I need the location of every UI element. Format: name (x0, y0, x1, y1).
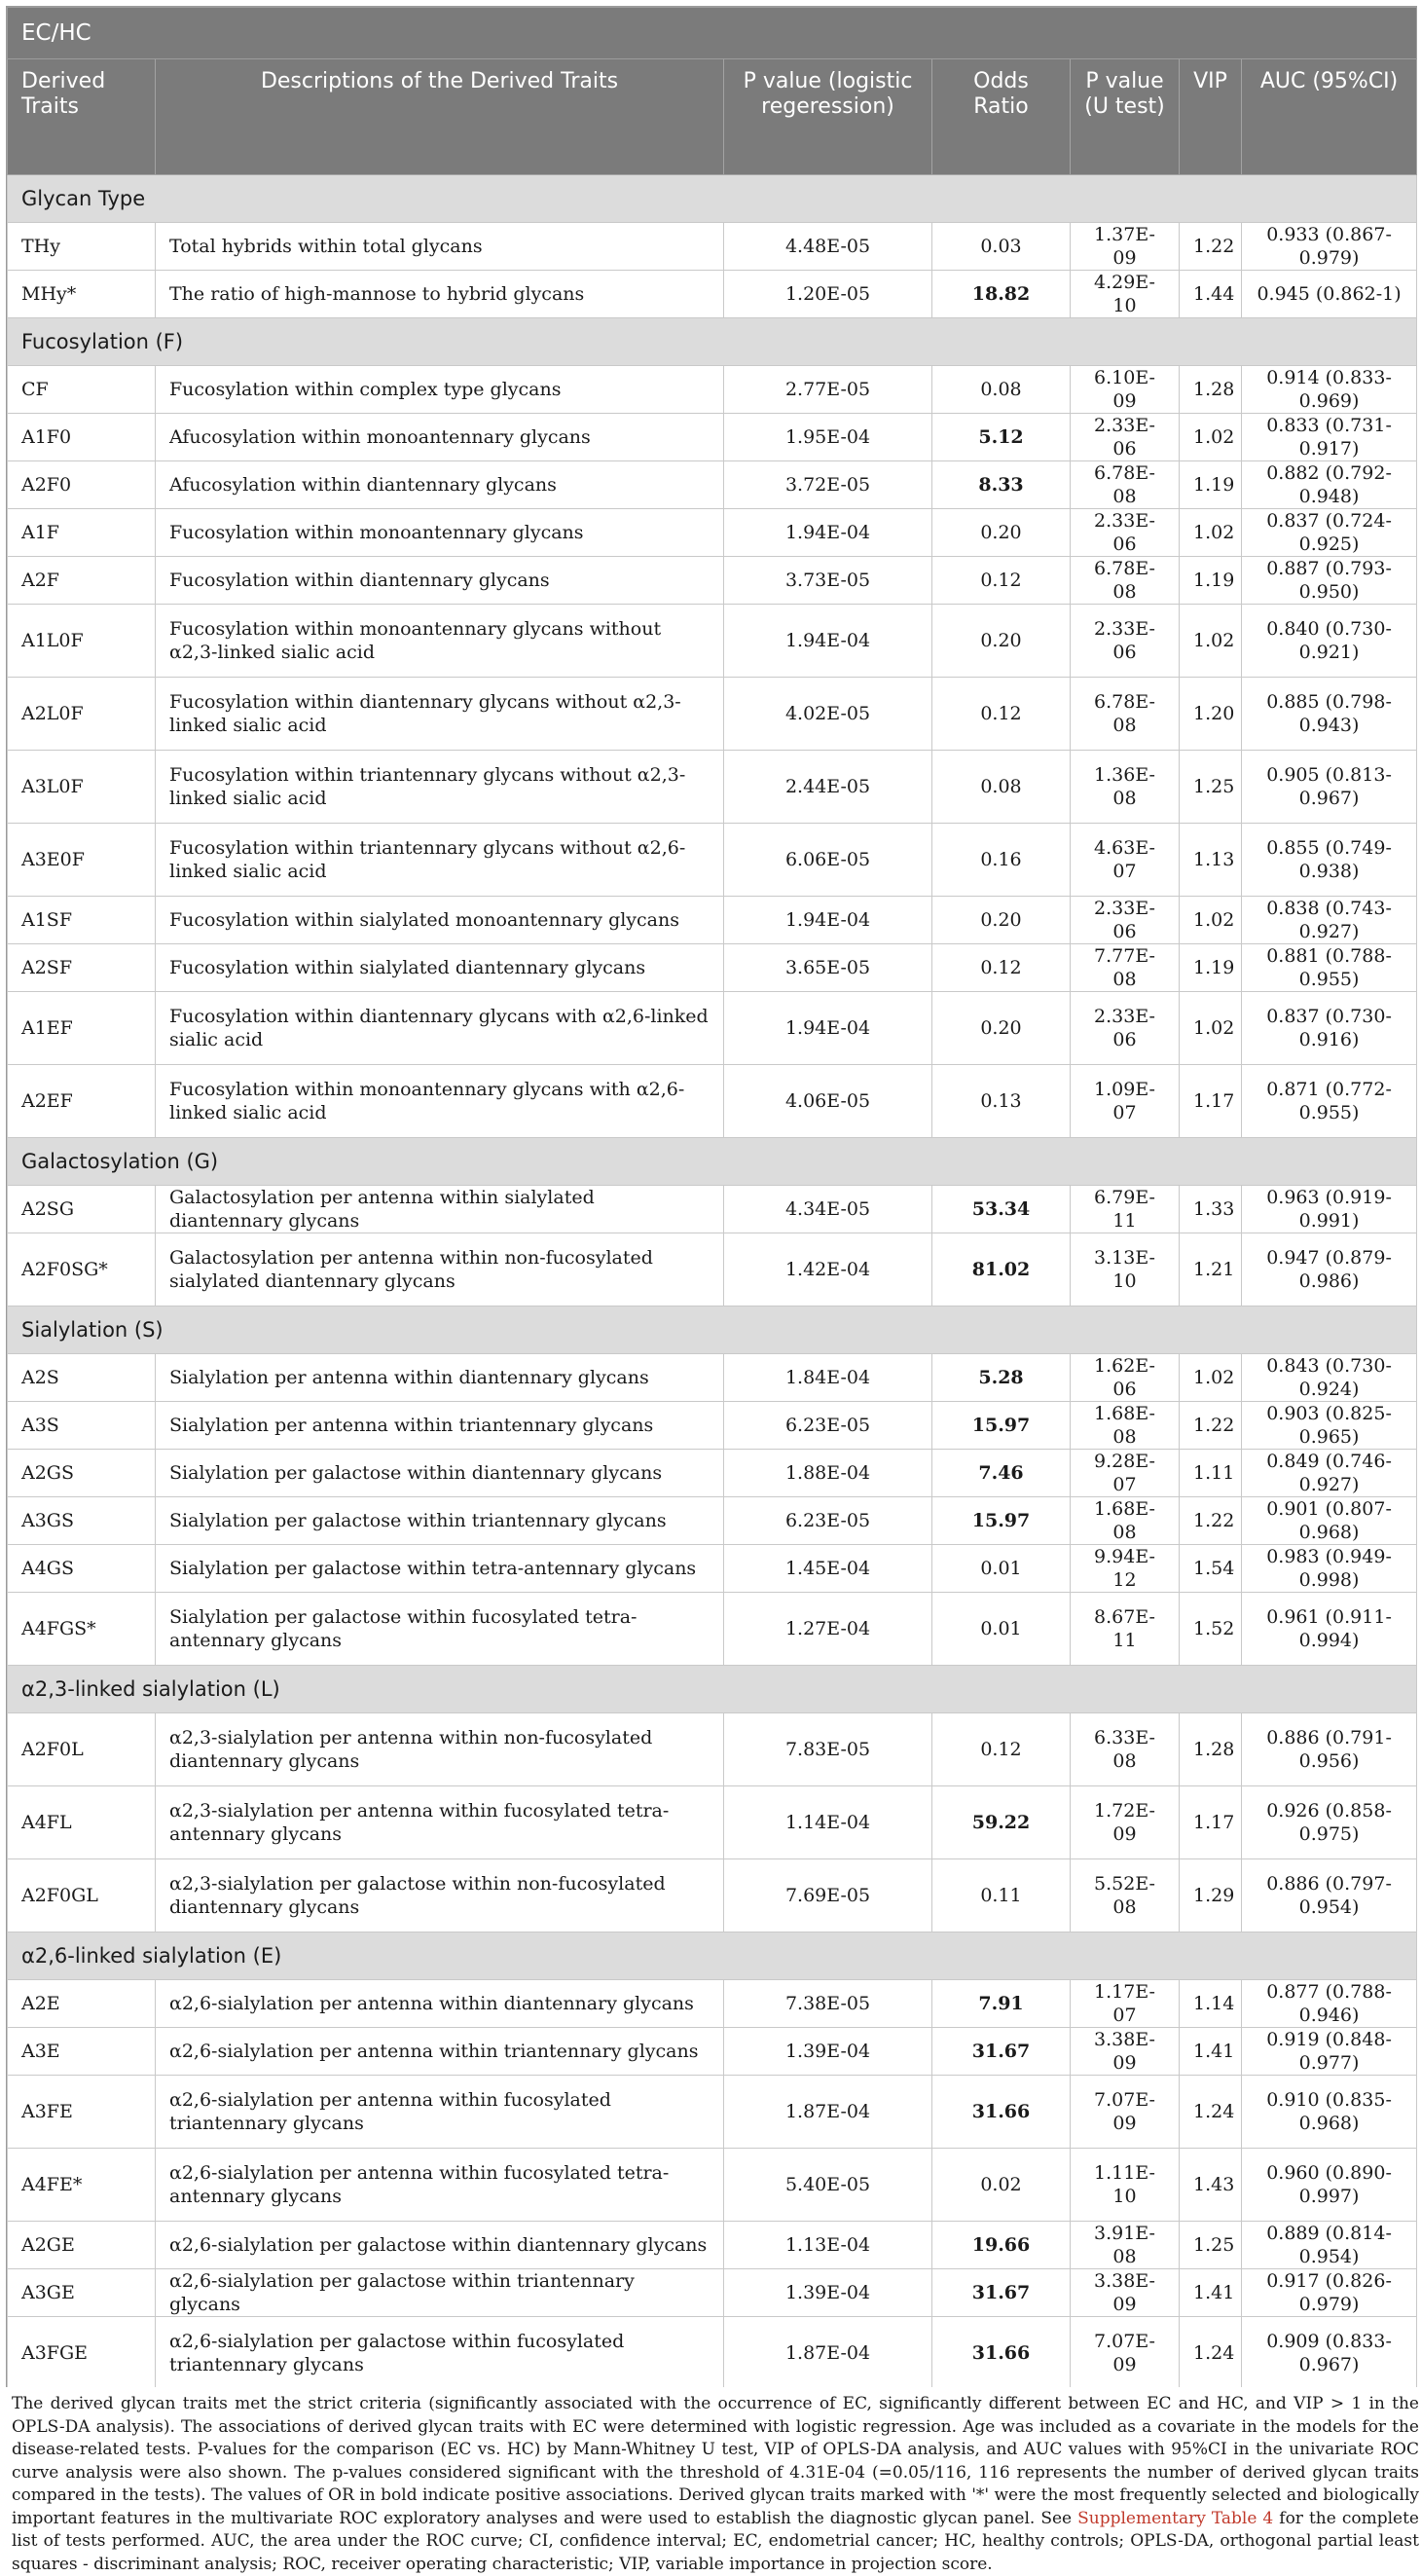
p-u-test-cell: 7.07E-09 (1071, 2076, 1180, 2149)
vip-cell: 1.43 (1180, 2149, 1242, 2222)
p-u-test-cell: 1.36E-08 (1071, 751, 1180, 824)
description-cell: Total hybrids within total glycans (156, 223, 724, 271)
p-logistic-cell: 3.73E-05 (724, 557, 932, 605)
p-logistic-cell: 1.45E-04 (724, 1545, 932, 1593)
auc-cell: 0.960 (0.890-0.997) (1242, 2149, 1417, 2222)
odds-ratio-cell: 0.12 (932, 557, 1071, 605)
vip-cell: 1.22 (1180, 223, 1242, 271)
p-u-test-cell: 6.78E-08 (1071, 461, 1180, 509)
section-header-row (8, 175, 1417, 223)
p-logistic-cell: 1.94E-04 (724, 605, 932, 678)
odds-ratio-cell: 19.66 (932, 2222, 1071, 2269)
table-row (8, 992, 1417, 1065)
auc-cell: 0.910 (0.835-0.968) (1242, 2076, 1417, 2149)
p-u-test-cell: 1.68E-08 (1071, 1402, 1180, 1450)
auc-cell: 0.877 (0.788-0.946) (1242, 1980, 1417, 2028)
p-logistic-cell: 1.39E-04 (724, 2269, 932, 2317)
table-body (8, 175, 1417, 2390)
auc-cell: 0.945 (0.862-1) (1242, 271, 1417, 318)
p-u-test-cell: 6.78E-08 (1071, 557, 1180, 605)
p-u-test-cell: 1.37E-09 (1071, 223, 1180, 271)
header-derived-traits: Derived Traits (8, 59, 156, 175)
odds-ratio-cell: 0.12 (932, 1713, 1071, 1786)
description-cell: Fucosylation within sialylated monoantennary glycans (156, 897, 724, 944)
odds-ratio-cell: 0.01 (932, 1593, 1071, 1666)
table-row (8, 1859, 1417, 1932)
odds-ratio-cell: 0.16 (932, 824, 1071, 897)
section-title: Fucosylation (F) (8, 318, 1417, 366)
trait-cell: THy (8, 223, 156, 271)
table-row (8, 461, 1417, 509)
p-u-test-cell: 6.10E-09 (1071, 366, 1180, 414)
vip-cell: 1.19 (1180, 461, 1242, 509)
p-u-test-cell: 2.33E-06 (1071, 509, 1180, 557)
auc-cell: 0.919 (0.848-0.977) (1242, 2028, 1417, 2076)
description-cell: α2,6-sialylation per galactose within diantennary glycans (156, 2222, 724, 2269)
vip-cell: 1.02 (1180, 414, 1242, 461)
odds-ratio-cell: 18.82 (932, 271, 1071, 318)
p-u-test-cell: 4.29E-10 (1071, 271, 1180, 318)
description-cell: α2,6-sialylation per galactose within fucosylated triantennary glycans (156, 2317, 724, 2390)
auc-cell: 0.837 (0.724-0.925) (1242, 509, 1417, 557)
vip-cell: 1.02 (1180, 509, 1242, 557)
table-row (8, 1402, 1417, 1450)
auc-cell: 0.843 (0.730-0.924) (1242, 1354, 1417, 1402)
trait-cell: A2F0L (8, 1713, 156, 1786)
auc-cell: 0.933 (0.867-0.979) (1242, 223, 1417, 271)
p-logistic-cell: 2.44E-05 (724, 751, 932, 824)
auc-cell: 0.881 (0.788-0.955) (1242, 944, 1417, 992)
odds-ratio-cell: 0.03 (932, 223, 1071, 271)
trait-cell: A1SF (8, 897, 156, 944)
p-logistic-cell: 5.40E-05 (724, 2149, 932, 2222)
trait-cell: A2F0GL (8, 1859, 156, 1932)
auc-cell: 0.833 (0.731-0.917) (1242, 414, 1417, 461)
p-logistic-cell: 4.02E-05 (724, 678, 932, 751)
section-header-row (8, 1306, 1417, 1354)
table-row (8, 2222, 1417, 2269)
description-cell: Sialylation per galactose within tetra-antennary glycans (156, 1545, 724, 1593)
table-row (8, 2317, 1417, 2390)
odds-ratio-cell: 0.20 (932, 509, 1071, 557)
table-row (8, 1980, 1417, 2028)
auc-cell: 0.961 (0.911-0.994) (1242, 1593, 1417, 1666)
auc-cell: 0.882 (0.792-0.948) (1242, 461, 1417, 509)
p-u-test-cell: 3.38E-09 (1071, 2028, 1180, 2076)
table-row (8, 1713, 1417, 1786)
table-row (8, 678, 1417, 751)
p-u-test-cell: 2.33E-06 (1071, 605, 1180, 678)
p-logistic-cell: 1.87E-04 (724, 2317, 932, 2390)
auc-cell: 0.885 (0.798-0.943) (1242, 678, 1417, 751)
header-p-logistic: P value (logistic regeression) (724, 59, 932, 175)
description-cell: Sialylation per galactose within diantennary glycans (156, 1450, 724, 1497)
vip-cell: 1.19 (1180, 557, 1242, 605)
p-u-test-cell: 6.79E-11 (1071, 1186, 1180, 1233)
header-p-u-test: P value (U test) (1071, 59, 1180, 175)
section-title: Sialylation (S) (8, 1306, 1417, 1354)
auc-cell: 0.838 (0.743-0.927) (1242, 897, 1417, 944)
trait-cell: MHy* (8, 271, 156, 318)
table-row (8, 751, 1417, 824)
trait-cell: A4FE* (8, 2149, 156, 2222)
trait-cell: A2L0F (8, 678, 156, 751)
trait-cell: A4GS (8, 1545, 156, 1593)
odds-ratio-cell: 53.34 (932, 1186, 1071, 1233)
description-cell: Fucosylation within triantennary glycans without α2,3-linked sialic acid (156, 751, 724, 824)
trait-cell: A2EF (8, 1065, 156, 1138)
auc-cell: 0.887 (0.793-0.950) (1242, 557, 1417, 605)
p-logistic-cell: 6.06E-05 (724, 824, 932, 897)
description-cell: Galactosylation per antenna within non-fucosylated sialylated diantennary glycans (156, 1233, 724, 1306)
vip-cell: 1.41 (1180, 2028, 1242, 2076)
description-cell: α2,6-sialylation per antenna within fucosylated tetra-antennary glycans (156, 2149, 724, 2222)
p-u-test-cell: 2.33E-06 (1071, 897, 1180, 944)
trait-cell: A3E (8, 2028, 156, 2076)
trait-cell: A4FGS* (8, 1593, 156, 1666)
table-row (8, 1233, 1417, 1306)
trait-cell: A3FGE (8, 2317, 156, 2390)
vip-cell: 1.13 (1180, 824, 1242, 897)
vip-cell: 1.33 (1180, 1186, 1242, 1233)
glycan-traits-table (7, 7, 1417, 2390)
auc-cell: 0.963 (0.919-0.991) (1242, 1186, 1417, 1233)
vip-cell: 1.25 (1180, 2222, 1242, 2269)
vip-cell: 1.24 (1180, 2076, 1242, 2149)
vip-cell: 1.02 (1180, 1354, 1242, 1402)
p-logistic-cell: 1.27E-04 (724, 1593, 932, 1666)
trait-cell: A2SG (8, 1186, 156, 1233)
header-descriptions: Descriptions of the Derived Traits (156, 59, 724, 175)
p-logistic-cell: 3.72E-05 (724, 461, 932, 509)
vip-cell: 1.02 (1180, 992, 1242, 1065)
p-logistic-cell: 1.14E-04 (724, 1786, 932, 1859)
table-row (8, 414, 1417, 461)
trait-cell: A3S (8, 1402, 156, 1450)
table-row (8, 1497, 1417, 1545)
description-cell: α2,3-sialylation per antenna within fucosylated tetra-antennary glycans (156, 1786, 724, 1859)
p-u-test-cell: 2.33E-06 (1071, 414, 1180, 461)
vip-cell: 1.52 (1180, 1593, 1242, 1666)
table-row (8, 1065, 1417, 1138)
section-header-row (8, 318, 1417, 366)
odds-ratio-cell: 0.13 (932, 1065, 1071, 1138)
trait-cell: A3E0F (8, 824, 156, 897)
p-logistic-cell: 4.06E-05 (724, 1065, 932, 1138)
vip-cell: 1.25 (1180, 751, 1242, 824)
odds-ratio-cell: 0.20 (932, 897, 1071, 944)
table-title: EC/HC (8, 8, 1417, 59)
auc-cell: 0.905 (0.813-0.967) (1242, 751, 1417, 824)
auc-cell: 0.886 (0.791-0.956) (1242, 1713, 1417, 1786)
vip-cell: 1.19 (1180, 944, 1242, 992)
p-logistic-cell: 4.34E-05 (724, 1186, 932, 1233)
section-header-row (8, 1932, 1417, 1980)
table-row (8, 1186, 1417, 1233)
description-cell: α2,6-sialylation per antenna within fucosylated triantennary glycans (156, 2076, 724, 2149)
odds-ratio-cell: 31.66 (932, 2076, 1071, 2149)
vip-cell: 1.24 (1180, 2317, 1242, 2390)
odds-ratio-cell: 0.08 (932, 366, 1071, 414)
table-row (8, 509, 1417, 557)
odds-ratio-cell: 0.12 (932, 944, 1071, 992)
vip-cell: 1.22 (1180, 1402, 1242, 1450)
table-row (8, 2076, 1417, 2149)
description-cell: Fucosylation within monoantennary glycans without α2,3-linked sialic acid (156, 605, 724, 678)
table-row (8, 605, 1417, 678)
vip-cell: 1.02 (1180, 897, 1242, 944)
section-title: Glycan Type (8, 175, 1417, 223)
vip-cell: 1.28 (1180, 1713, 1242, 1786)
table-row (8, 824, 1417, 897)
p-logistic-cell: 6.23E-05 (724, 1402, 932, 1450)
description-cell: Afucosylation within monoantennary glycans (156, 414, 724, 461)
trait-cell: A1L0F (8, 605, 156, 678)
section-title: α2,3-linked sialylation (L) (8, 1666, 1417, 1713)
auc-cell: 0.926 (0.858-0.975) (1242, 1786, 1417, 1859)
section-header-row (8, 1666, 1417, 1713)
description-cell: α2,6-sialylation per antenna within diantennary glycans (156, 1980, 724, 2028)
table-row (8, 223, 1417, 271)
trait-cell: A2F0SG* (8, 1233, 156, 1306)
table-row (8, 2028, 1417, 2076)
odds-ratio-cell: 0.08 (932, 751, 1071, 824)
p-u-test-cell: 6.78E-08 (1071, 678, 1180, 751)
p-logistic-cell: 1.13E-04 (724, 2222, 932, 2269)
description-cell: Fucosylation within sialylated diantennary glycans (156, 944, 724, 992)
auc-cell: 0.837 (0.730-0.916) (1242, 992, 1417, 1065)
trait-cell: A3GE (8, 2269, 156, 2317)
odds-ratio-cell: 0.12 (932, 678, 1071, 751)
vip-cell: 1.17 (1180, 1065, 1242, 1138)
odds-ratio-cell: 0.11 (932, 1859, 1071, 1932)
section-header-row (8, 1138, 1417, 1186)
trait-cell: A2SF (8, 944, 156, 992)
odds-ratio-cell: 15.97 (932, 1402, 1071, 1450)
footnote-text-end: for the complete list of tests performed. AUC, the area under the ROC curve; CI, confidence interval; EC, endometrial cancer; HC, healthy controls; OPLS-DA, orthogonal partial least squares - discriminant analysis; ROC, receiver operating characteristic; VIP, variable importance in projection score. (12, 2508, 1419, 2574)
description-cell: Fucosylation within diantennary glycans (156, 557, 724, 605)
p-u-test-cell: 1.62E-06 (1071, 1354, 1180, 1402)
p-logistic-cell: 1.94E-04 (724, 897, 932, 944)
p-u-test-cell: 2.33E-06 (1071, 992, 1180, 1065)
trait-cell: A3FE (8, 2076, 156, 2149)
p-logistic-cell: 1.87E-04 (724, 2076, 932, 2149)
auc-cell: 0.983 (0.949-0.998) (1242, 1545, 1417, 1593)
description-cell: α2,3-sialylation per galactose within non-fucosylated diantennary glycans (156, 1859, 724, 1932)
auc-cell: 0.889 (0.814-0.954) (1242, 2222, 1417, 2269)
vip-cell: 1.21 (1180, 1233, 1242, 1306)
odds-ratio-cell: 31.66 (932, 2317, 1071, 2390)
description-cell: Fucosylation within monoantennary glycans with α2,6-linked sialic acid (156, 1065, 724, 1138)
description-cell: Fucosylation within diantennary glycans without α2,3-linked sialic acid (156, 678, 724, 751)
vip-cell: 1.14 (1180, 1980, 1242, 2028)
description-cell: Sialylation per antenna within triantennary glycans (156, 1402, 724, 1450)
table-row (8, 944, 1417, 992)
header-vip: VIP (1180, 59, 1242, 175)
p-logistic-cell: 6.23E-05 (724, 1497, 932, 1545)
description-cell: The ratio of high-mannose to hybrid glycans (156, 271, 724, 318)
odds-ratio-cell: 5.28 (932, 1354, 1071, 1402)
odds-ratio-cell: 7.46 (932, 1450, 1071, 1497)
auc-cell: 0.849 (0.746-0.927) (1242, 1450, 1417, 1497)
vip-cell: 1.28 (1180, 366, 1242, 414)
p-u-test-cell: 9.28E-07 (1071, 1450, 1180, 1497)
table-footnote (6, 2387, 1421, 2576)
odds-ratio-cell: 0.02 (932, 2149, 1071, 2222)
vip-cell: 1.29 (1180, 1859, 1242, 1932)
vip-cell: 1.20 (1180, 678, 1242, 751)
supplementary-table-link[interactable]: Supplementary Table 4 (1077, 2508, 1274, 2528)
odds-ratio-cell: 31.67 (932, 2269, 1071, 2317)
table-container (6, 6, 1417, 2390)
description-cell: Fucosylation within monoantennary glycans (156, 509, 724, 557)
trait-cell: A2S (8, 1354, 156, 1402)
p-logistic-cell: 1.42E-04 (724, 1233, 932, 1306)
vip-cell: 1.17 (1180, 1786, 1242, 1859)
table-row (8, 897, 1417, 944)
p-u-test-cell: 7.07E-09 (1071, 2317, 1180, 2390)
p-logistic-cell: 1.39E-04 (724, 2028, 932, 2076)
table-title-row (8, 8, 1417, 59)
p-logistic-cell: 7.83E-05 (724, 1713, 932, 1786)
description-cell: Fucosylation within triantennary glycans without α2,6-linked sialic acid (156, 824, 724, 897)
p-u-test-cell: 8.67E-11 (1071, 1593, 1180, 1666)
auc-cell: 0.840 (0.730-0.921) (1242, 605, 1417, 678)
table-row (8, 557, 1417, 605)
description-cell: Galactosylation per antenna within sialylated diantennary glycans (156, 1186, 724, 1233)
p-u-test-cell: 3.38E-09 (1071, 2269, 1180, 2317)
odds-ratio-cell: 7.91 (932, 1980, 1071, 2028)
p-u-test-cell: 1.72E-09 (1071, 1786, 1180, 1859)
p-u-test-cell: 1.09E-07 (1071, 1065, 1180, 1138)
table-row (8, 1354, 1417, 1402)
table-row (8, 2149, 1417, 2222)
trait-cell: A4FL (8, 1786, 156, 1859)
description-cell: α2,6-sialylation per galactose within triantennary glycans (156, 2269, 724, 2317)
vip-cell: 1.44 (1180, 271, 1242, 318)
p-u-test-cell: 7.77E-08 (1071, 944, 1180, 992)
auc-cell: 0.901 (0.807-0.968) (1242, 1497, 1417, 1545)
auc-cell: 0.914 (0.833-0.969) (1242, 366, 1417, 414)
table-row (8, 1786, 1417, 1859)
trait-cell: A1EF (8, 992, 156, 1065)
description-cell: Fucosylation within diantennary glycans with α2,6-linked sialic acid (156, 992, 724, 1065)
trait-cell: A3GS (8, 1497, 156, 1545)
description-cell: α2,6-sialylation per antenna within triantennary glycans (156, 2028, 724, 2076)
vip-cell: 1.41 (1180, 2269, 1242, 2317)
p-u-test-cell: 6.33E-08 (1071, 1713, 1180, 1786)
odds-ratio-cell: 0.20 (932, 605, 1071, 678)
p-logistic-cell: 1.95E-04 (724, 414, 932, 461)
p-logistic-cell: 1.84E-04 (724, 1354, 932, 1402)
table-row (8, 271, 1417, 318)
p-logistic-cell: 2.77E-05 (724, 366, 932, 414)
section-title: α2,6-linked sialylation (E) (8, 1932, 1417, 1980)
p-logistic-cell: 4.48E-05 (724, 223, 932, 271)
p-logistic-cell: 1.88E-04 (724, 1450, 932, 1497)
trait-cell: A1F (8, 509, 156, 557)
odds-ratio-cell: 8.33 (932, 461, 1071, 509)
auc-cell: 0.947 (0.879-0.986) (1242, 1233, 1417, 1306)
header-odds-ratio: Odds Ratio (932, 59, 1071, 175)
footnote-text-start: The derived glycan traits met the strict criteria (significantly associated with the occurrence of EC, significantly different between EC and HC, and VIP > 1 in the OPLS-DA analysis). The associations of derived glycan traits with EC were determined with logistic regression. Age was included as a covariate in the models for the disease-related tests. P-values for the comparison (EC vs. HC) by Mann-Whitney U test, VIP of OPLS-DA analysis, and AUC values with 95%CI in the univariate ROC curve analysis were also shown. The p-values considered significant with the threshold of 4.31E-04 (=0.05/116, 116 represents the number of derived glycan traits compared in the tests). The values of OR in bold indicate positive associations. Derived glycan traits marked with '*' were the most frequently selected and biologically important features in the multivariate ROC exploratory analyses and were used to establish the diagnostic glycan panel. See (12, 2394, 1419, 2528)
table-row (8, 2269, 1417, 2317)
trait-cell: A1F0 (8, 414, 156, 461)
trait-cell: A2GS (8, 1450, 156, 1497)
p-logistic-cell: 7.38E-05 (724, 1980, 932, 2028)
vip-cell: 1.11 (1180, 1450, 1242, 1497)
header-auc: AUC (95%CI) (1242, 59, 1417, 175)
trait-cell: A2F (8, 557, 156, 605)
auc-cell: 0.886 (0.797-0.954) (1242, 1859, 1417, 1932)
auc-cell: 0.909 (0.833-0.967) (1242, 2317, 1417, 2390)
odds-ratio-cell: 0.01 (932, 1545, 1071, 1593)
table-row (8, 1593, 1417, 1666)
odds-ratio-cell: 15.97 (932, 1497, 1071, 1545)
p-logistic-cell: 1.20E-05 (724, 271, 932, 318)
vip-cell: 1.22 (1180, 1497, 1242, 1545)
trait-cell: A2F0 (8, 461, 156, 509)
trait-cell: A2E (8, 1980, 156, 2028)
p-logistic-cell: 1.94E-04 (724, 509, 932, 557)
auc-cell: 0.871 (0.772-0.955) (1242, 1065, 1417, 1138)
table-row (8, 1450, 1417, 1497)
description-cell: Afucosylation within diantennary glycans (156, 461, 724, 509)
section-title: Galactosylation (G) (8, 1138, 1417, 1186)
auc-cell: 0.917 (0.826-0.979) (1242, 2269, 1417, 2317)
vip-cell: 1.02 (1180, 605, 1242, 678)
odds-ratio-cell: 5.12 (932, 414, 1071, 461)
p-u-test-cell: 4.63E-07 (1071, 824, 1180, 897)
p-logistic-cell: 7.69E-05 (724, 1859, 932, 1932)
trait-cell: A3L0F (8, 751, 156, 824)
column-header-row (8, 59, 1417, 175)
p-u-test-cell: 5.52E-08 (1071, 1859, 1180, 1932)
trait-cell: CF (8, 366, 156, 414)
p-logistic-cell: 3.65E-05 (724, 944, 932, 992)
auc-cell: 0.855 (0.749-0.938) (1242, 824, 1417, 897)
odds-ratio-cell: 31.67 (932, 2028, 1071, 2076)
description-cell: Sialylation per antenna within diantennary glycans (156, 1354, 724, 1402)
description-cell: Sialylation per galactose within fucosylated tetra-antennary glycans (156, 1593, 724, 1666)
trait-cell: A2GE (8, 2222, 156, 2269)
p-logistic-cell: 1.94E-04 (724, 992, 932, 1065)
p-u-test-cell: 1.17E-07 (1071, 1980, 1180, 2028)
p-u-test-cell: 3.13E-10 (1071, 1233, 1180, 1306)
p-u-test-cell: 3.91E-08 (1071, 2222, 1180, 2269)
odds-ratio-cell: 0.20 (932, 992, 1071, 1065)
p-u-test-cell: 9.94E-12 (1071, 1545, 1180, 1593)
odds-ratio-cell: 59.22 (932, 1786, 1071, 1859)
table-row (8, 1545, 1417, 1593)
p-u-test-cell: 1.11E-10 (1071, 2149, 1180, 2222)
odds-ratio-cell: 81.02 (932, 1233, 1071, 1306)
p-u-test-cell: 1.68E-08 (1071, 1497, 1180, 1545)
description-cell: Fucosylation within complex type glycans (156, 366, 724, 414)
description-cell: α2,3-sialylation per antenna within non-fucosylated diantennary glycans (156, 1713, 724, 1786)
auc-cell: 0.903 (0.825-0.965) (1242, 1402, 1417, 1450)
table-row (8, 366, 1417, 414)
description-cell: Sialylation per galactose within triantennary glycans (156, 1497, 724, 1545)
vip-cell: 1.54 (1180, 1545, 1242, 1593)
